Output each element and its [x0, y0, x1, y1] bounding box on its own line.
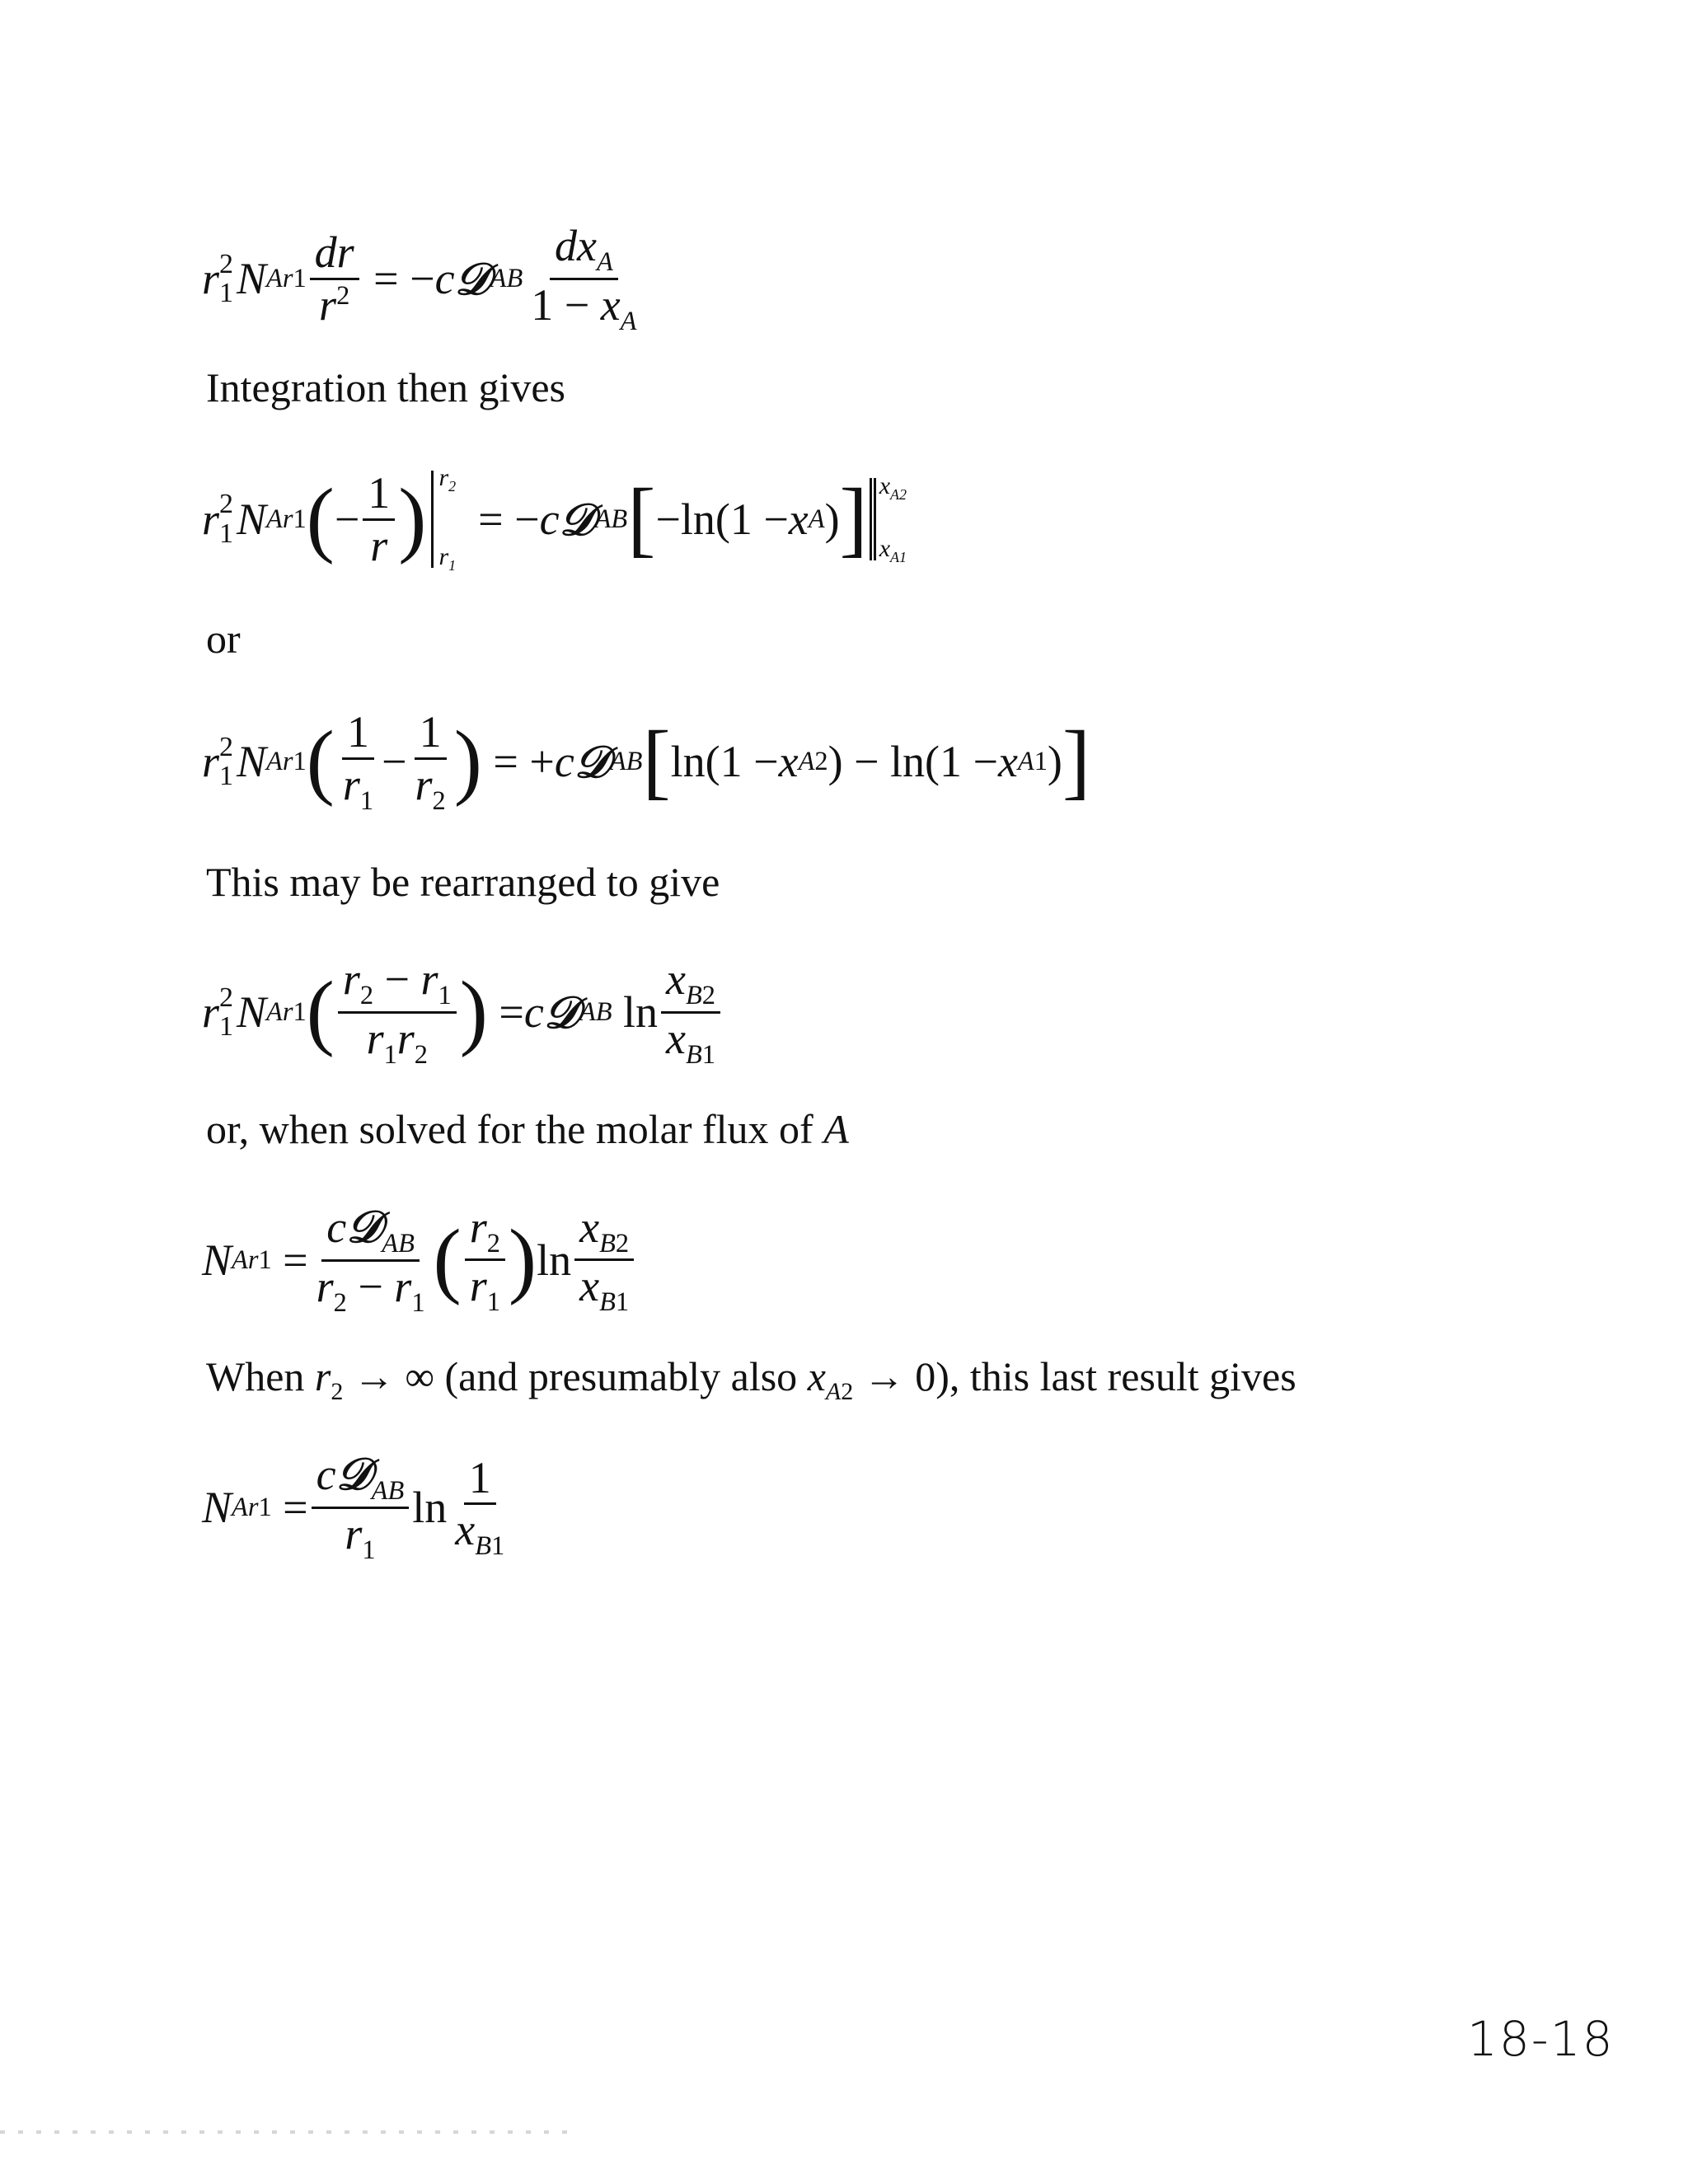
equation-2: r 2 1 N Ar1 ( − $\frac{1}{r}$ ) $r_2$ $r_1$ = − c 𝒟 AB [ −ln(1 − x A ) ] $x_{A2}$ $x_{A1}$ — [202, 464, 907, 574]
text-or-1: or — [206, 616, 241, 662]
text-solved: or, when solved for the molar flux of A — [206, 1106, 849, 1152]
equation-5: N Ar1 = $\frac{c𝒟_{AB}}{r_2 - r_1}$ ( $\frac{r_2}{r_1}$ ) ln $\frac{x_{B2}}{x_{B1}}$ — [202, 1203, 637, 1317]
equation-4: r 2 1 N Ar1 ( $\frac{r_2 - r_1}{r_1r_2}$ ) = c 𝒟 AB ln $\frac{x_{B2}}{x_{B1}}$ — [202, 956, 724, 1069]
scan-artifact-dots — [0, 2130, 577, 2134]
equation-3: r 2 1 N Ar1 ( $\frac{1}{r_1}$ − $\frac{1}{r_2}$ ) = + c 𝒟 AB [ ln(1 − x A2 ) − ln(1 − x A1 ) ] — [202, 707, 1091, 816]
equation-6: N Ar1 = $\frac{c𝒟_{AB}}{r_1}$ ln $\frac{1}{x_{B1}}$ — [202, 1447, 505, 1565]
equation-1: r 2 1 N Ar1 $\frac{dr}{r^2}$ = − c 𝒟 AB $\frac{dx_A}{1 - x_A}$ — [202, 221, 637, 336]
page-number: 18-18 — [1467, 2011, 1615, 2067]
text-when: When $r_2$ → ∞ (and presumably also $x_{A2} \to 0$), this last result gives — [206, 1353, 1296, 1405]
text-integration: Integration then gives — [206, 364, 565, 410]
text-rearranged: This may be rearranged to give — [206, 859, 720, 905]
